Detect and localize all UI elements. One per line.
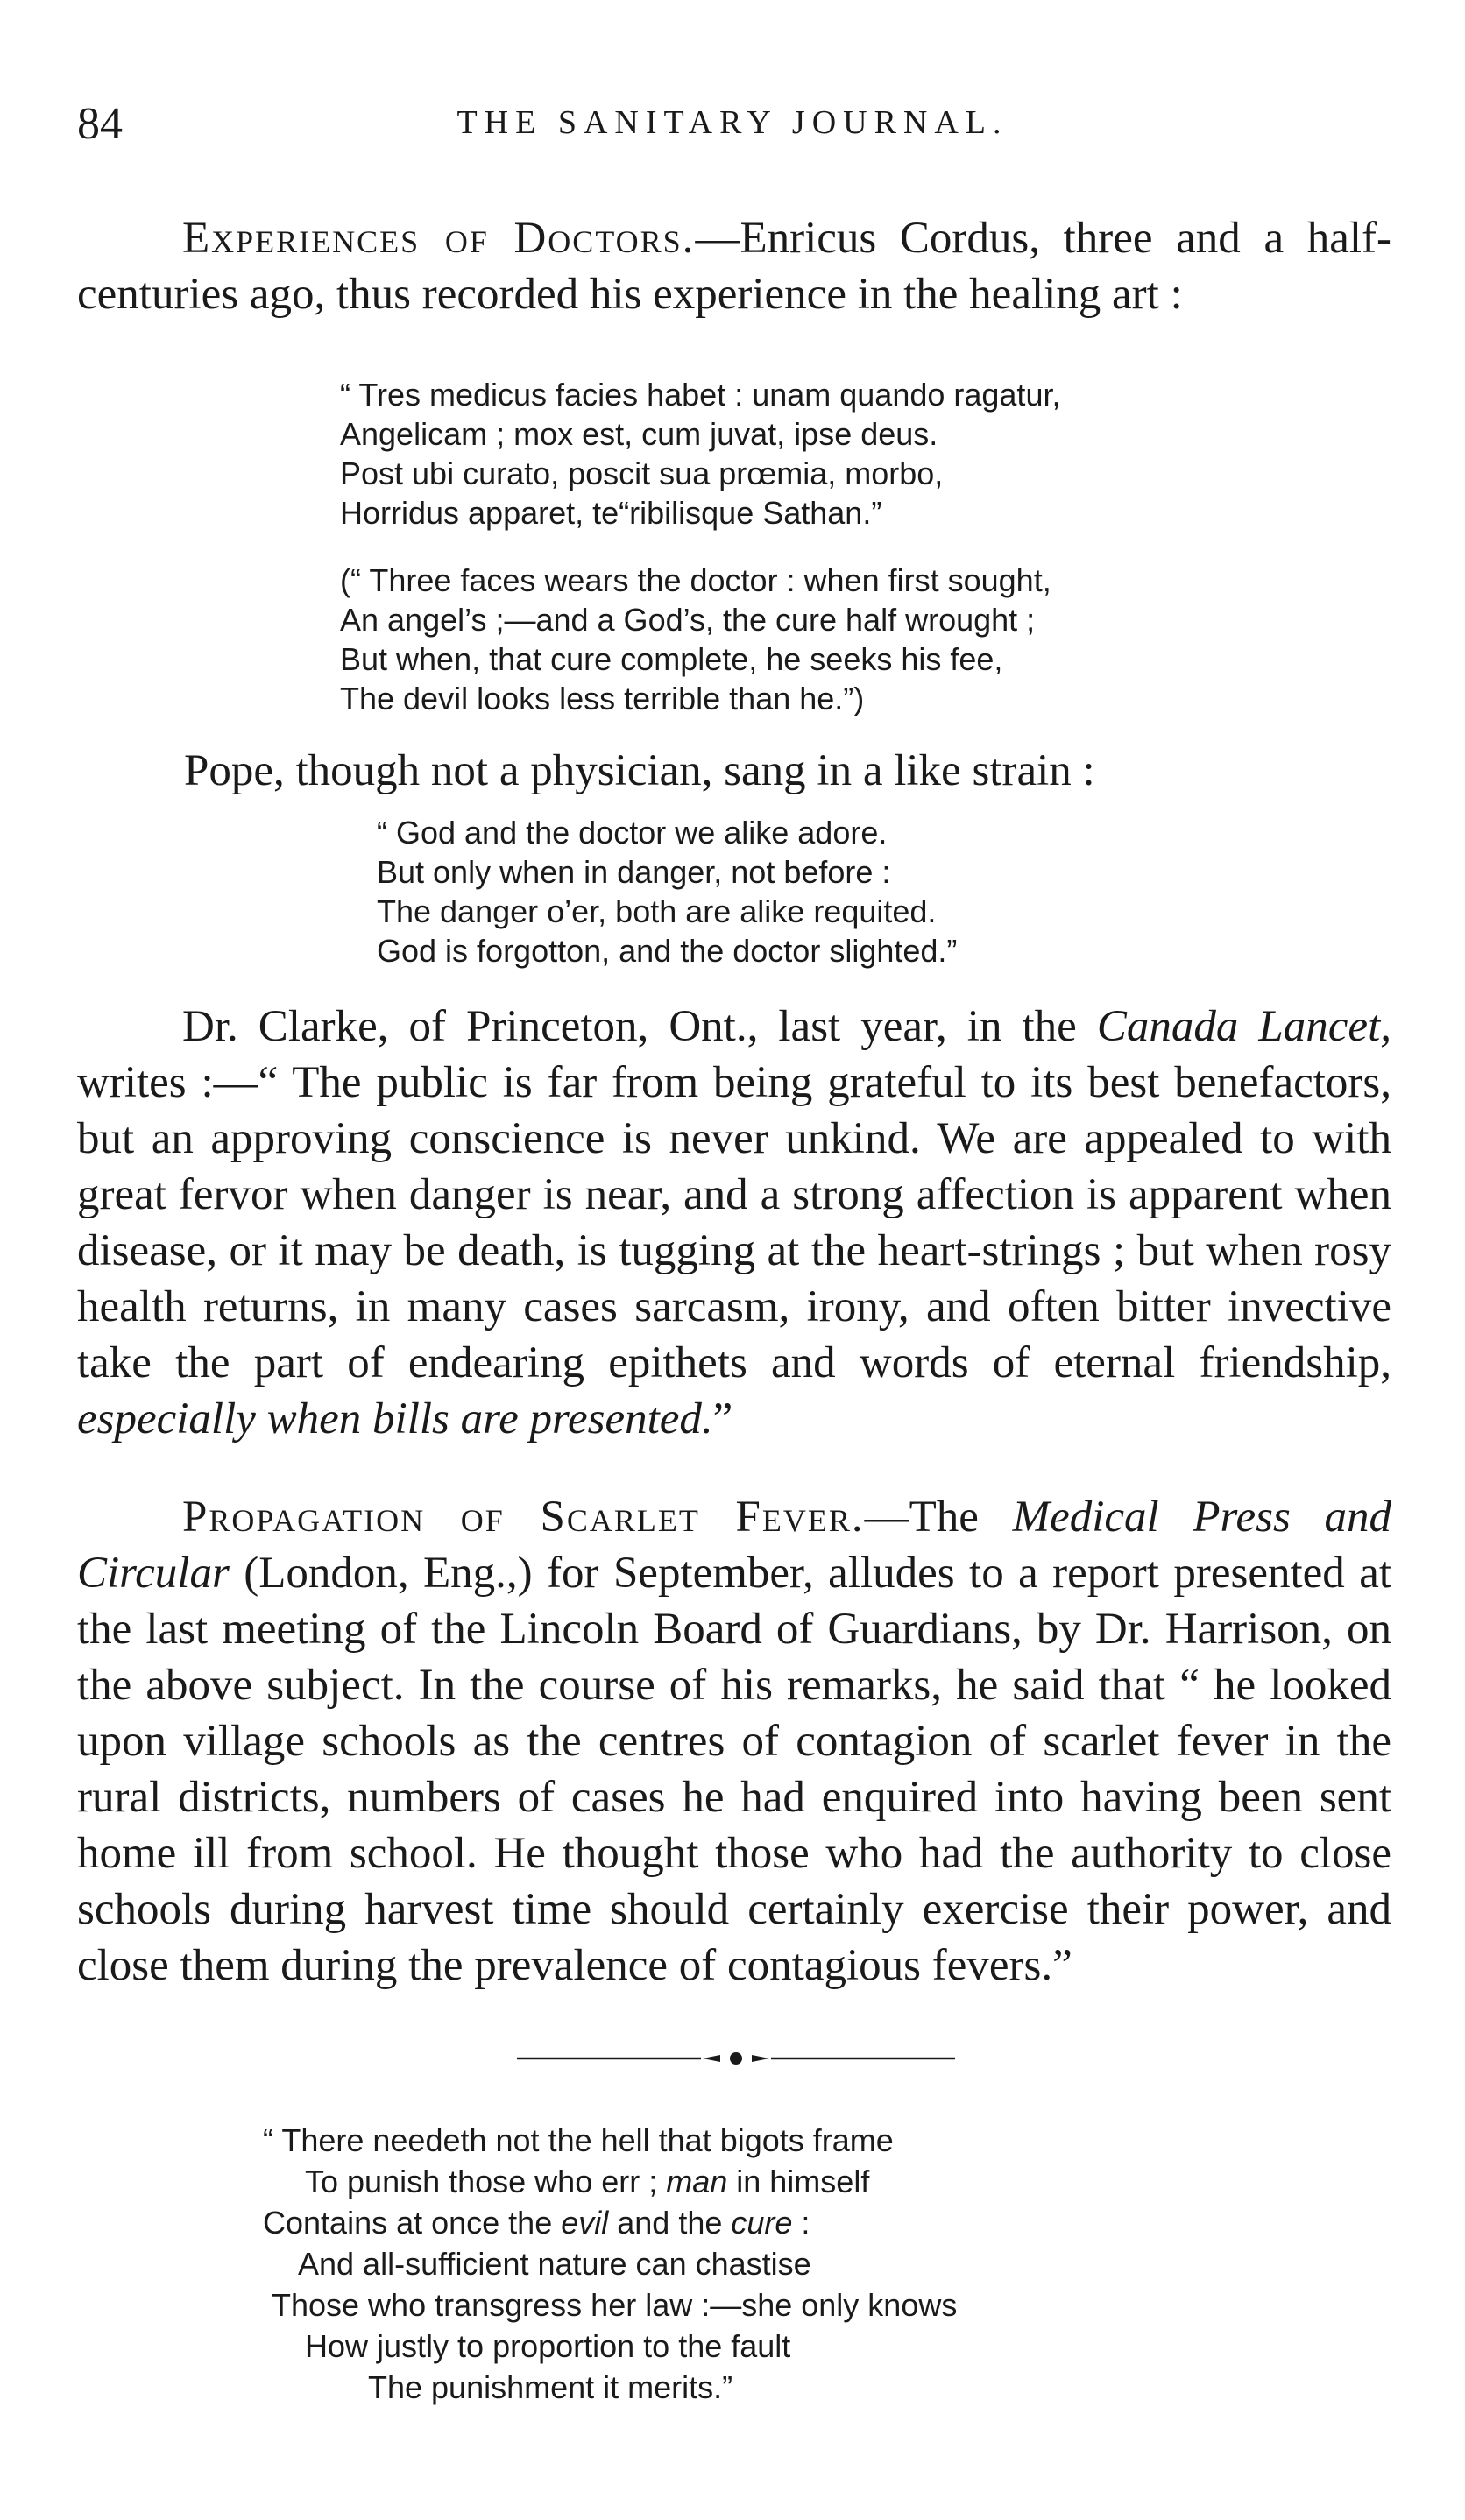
verse-line: God is forgotton, and the doctor slighted.” xyxy=(377,933,958,969)
clarke-text-2: writes :—“ The public is far from being grateful to its best benefactors, but an approving conscience is never unkind. We are appealed to with great fervor when danger is near, and a strong affection is apparent when disease, or it may be death, is tugging at the heart-strings ; but when rosy health returns, in many cases sarcasm, irony, and often bitter invective take the part of endearing epithets and words of eternal friendship, xyxy=(77,1058,1391,1387)
verse-text: To punish those who err ; xyxy=(305,2164,667,2199)
journal-title-canada-lancet: Canada Lancet, xyxy=(1096,1002,1391,1051)
verse-line: (“ Three faces wears the doctor : when first sought, xyxy=(340,562,1051,598)
verse-line: The danger o’er, both are alike requited. xyxy=(377,893,937,929)
scarlet-fever-paragraph xyxy=(77,1489,1391,1994)
verse-text: How justly to proportion to the fault xyxy=(305,2328,791,2364)
verse-text: The punishment it merits.” xyxy=(368,2369,733,2405)
verse-line: But when, that cure complete, he seeks his fee, xyxy=(340,641,1003,677)
experiences-heading: Experiences of Doctors. xyxy=(182,214,696,263)
latin-verse xyxy=(340,375,1060,533)
pope-verse xyxy=(377,813,957,971)
journal-title-medical-press: Medical Press and Circular xyxy=(77,1493,1391,1598)
journal-title: THE SANITARY JOURNAL. xyxy=(456,104,1009,141)
scarlet-text-2: (London, Eng.,) for September, alludes to a report presented at the last meeting of the Lincoln Board of Guardians, by Dr. Harrison, on the above subject. In the course of his remarks, he said that “ he looked upon village schools as the centres of contagion of scarlet fever in the rural districts, numbers of cases he had enquired into having been sent home ill from school. He thought those who had the authority to close schools during harvest time should certainly exercise their power, and close them during the prevalence of contagious fevers.” xyxy=(77,1549,1391,1990)
verse-text: Those who transgress her law :—she only knows xyxy=(272,2287,958,2323)
verse-line xyxy=(263,2284,957,2326)
experiences-paragraph xyxy=(77,210,1391,322)
verse-text: : xyxy=(792,2205,810,2241)
section-divider-ornament xyxy=(517,2050,955,2067)
verse-text: in himself xyxy=(727,2164,870,2199)
verse-line: The devil looks less terrible than he.”) xyxy=(340,681,865,716)
verse-line xyxy=(263,2326,957,2367)
verse-line: Post ubi curato, poscit sua prœmia, morbo, xyxy=(340,455,944,491)
verse-line xyxy=(263,2120,957,2161)
page-number: 84 xyxy=(77,99,123,149)
verse-line: Angelicam ; mox est, cum juvat, ipse deus. xyxy=(340,416,938,452)
verse-line xyxy=(263,2161,957,2202)
clarke-text-3: ” xyxy=(712,1394,733,1444)
verse-line: But only when in danger, not before : xyxy=(377,854,891,890)
verse-line: “ God and the doctor we alike adore. xyxy=(377,815,888,851)
clarke-paragraph xyxy=(77,999,1391,1447)
verse-text: Contains at once the xyxy=(263,2205,562,2241)
verse-line xyxy=(263,2367,957,2408)
closing-verse xyxy=(263,2120,957,2408)
verse-line: Horridus apparet, te“ribilisque Sathan.” xyxy=(340,495,882,531)
scarlet-fever-heading: Propagation of Scarlet Fever. xyxy=(182,1493,865,1542)
verse-line xyxy=(263,2202,957,2243)
verse-line: “ Tres medicus facies habet : unam quando ragatur, xyxy=(340,377,1061,413)
english-verse xyxy=(340,561,1051,718)
verse-text: And all-sufficient nature can chastise xyxy=(298,2246,811,2282)
verse-text: “ There needeth not the hell that bigots frame xyxy=(263,2122,894,2158)
verse-line xyxy=(263,2243,957,2284)
experiences-text: —Enricus Cordus, three and a half-centuries ago, thus recorded his experience in the healing art : xyxy=(77,214,1391,319)
verse-line: An angel’s ;—and a God’s, the cure half wrought ; xyxy=(340,602,1036,638)
scarlet-text-1: —The xyxy=(864,1493,1013,1542)
clarke-emphasis: especially when bills are presented. xyxy=(77,1394,713,1444)
running-head xyxy=(70,98,1395,151)
verse-text: and the xyxy=(608,2205,732,2241)
verse-italic-word: evil xyxy=(561,2205,609,2241)
clarke-text-1: Dr. Clarke, of Princeton, Ont., last year, in the xyxy=(182,1002,1097,1051)
verse-italic-word: man xyxy=(666,2164,728,2199)
pope-intro: Pope, though not a physician, sang in a like strain : xyxy=(184,746,1095,795)
verse-italic-word: cure xyxy=(731,2205,793,2241)
